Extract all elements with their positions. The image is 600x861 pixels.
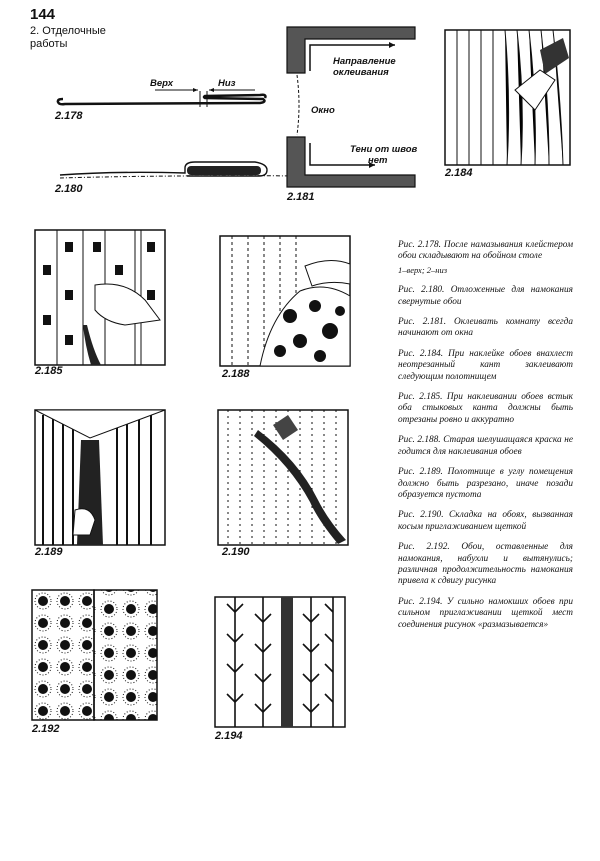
fig2190-label: 2.190	[222, 546, 250, 558]
fig2178-top-label: Верх	[150, 78, 173, 89]
caption-2178: Рис. 2.178. После намазывания клейстером обои складывают на обойном столе	[398, 240, 573, 262]
section-title-line2: работы	[30, 38, 68, 50]
page-number: 144	[30, 6, 56, 23]
caption-2190: Рис. 2.190. Складка на обоях, вызванная косым приглаживанием щеткой	[398, 510, 573, 532]
figure-2194-illustration	[215, 597, 345, 727]
figure-2188-illustration	[220, 236, 350, 366]
fig2181-direction-line2: оклеивания	[333, 67, 389, 78]
caption-2192: Рис. 2.192. Обои, оставленные для намокания, набухли и вытянулись; различная продолжительность намокания привела к сдвигу рисунка	[398, 542, 573, 587]
figure-2192-illustration	[32, 590, 157, 720]
figure-2178-illustration	[55, 85, 275, 115]
fig2185-label: 2.185	[35, 365, 63, 377]
caption-2178-legend: 1–верх; 2–низ	[398, 264, 448, 275]
caption-2194: Рис. 2.194. У сильно намокших обоев при сильном приглаживании щеткой мест соединения рисунок «размазывается»	[398, 596, 573, 630]
figure-2185-illustration	[35, 230, 165, 365]
fig2184-label: 2.184	[445, 167, 473, 179]
caption-2185: Рис. 2.185. При наклеивании обоев встык оба стыковых канта должны быть отрезаны ровно и аккуратно	[398, 392, 573, 425]
fig2180-label: 2.180	[55, 183, 83, 195]
fig2181-direction-label	[333, 56, 396, 78]
figure-2184-illustration	[445, 30, 570, 165]
caption-2181: Рис. 2.181. Оклеивать комнату всегда начинают от окна	[398, 317, 573, 339]
caption-2184: Рис. 2.184. При наклейке обоев внахлест неотрезанный кант заклеивают следующим полотнищем	[398, 348, 573, 382]
caption-2188: Рис. 2.188. Старая шелушащаяся краска не годится для наклеивания обоев	[398, 435, 573, 457]
fig2178-bottom-label: Низ	[218, 78, 236, 89]
section-title-line1: 2. Отделочные	[30, 25, 106, 37]
section-title	[30, 25, 120, 51]
fig2181-label: 2.181	[287, 191, 315, 203]
figure-2181-illustration	[285, 25, 420, 195]
fig2181-shadows-label	[350, 144, 417, 166]
fig2181-shadows-line2: нет	[368, 155, 388, 166]
figure-2190-illustration	[218, 410, 348, 545]
fig2181-window-label: Окно	[311, 105, 335, 116]
fig2189-label: 2.189	[35, 546, 63, 558]
caption-2180: Рис. 2.180. Отложенные для намокания свернутые обои	[398, 285, 573, 307]
fig2188-label: 2.188	[222, 368, 250, 380]
figure-2189-illustration	[35, 410, 165, 545]
fig2192-label: 2.192	[32, 723, 60, 735]
fig2178-label: 2.178	[55, 110, 83, 122]
fig2181-direction-line1: Направление	[333, 56, 396, 67]
captions-column	[398, 240, 573, 640]
figure-2180-illustration	[55, 158, 275, 188]
fig2194-label: 2.194	[215, 730, 243, 742]
fig2181-shadows-line1: Тени от швов	[350, 144, 418, 155]
caption-2189: Рис. 2.189. Полотнище в углу помещения должно быть разрезано, иначе позади образуется пустота	[398, 467, 573, 500]
